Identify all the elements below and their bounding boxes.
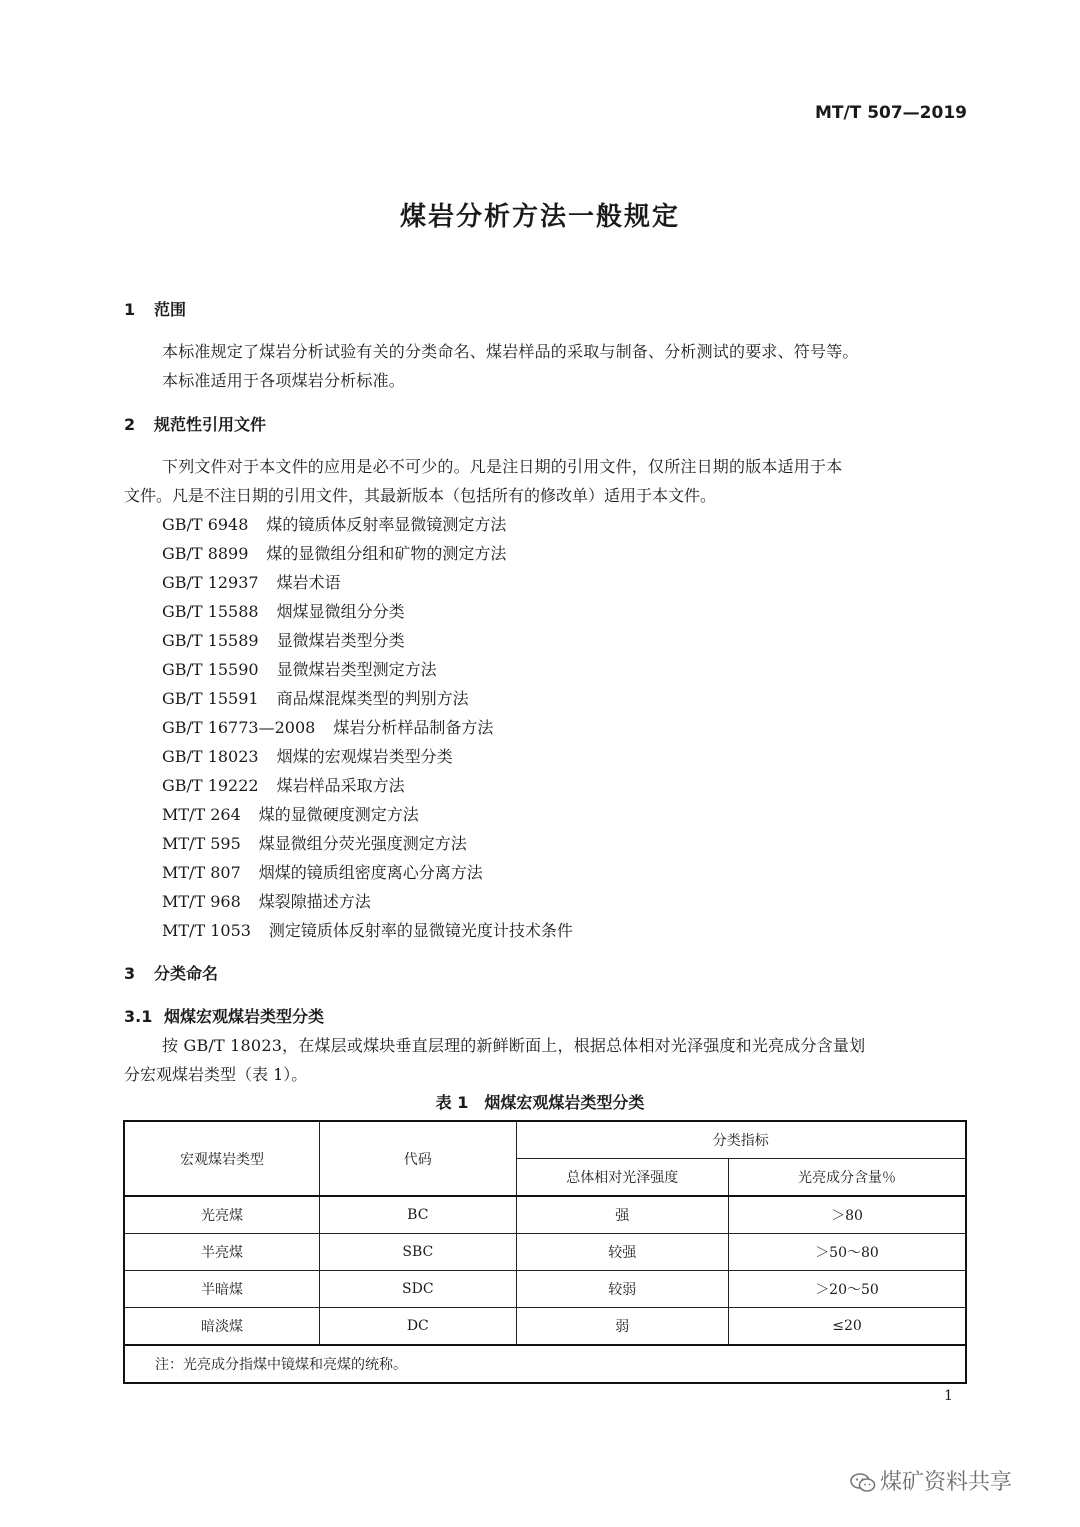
cell-type: 暗淡煤: [124, 1308, 320, 1346]
watermark-text: 煤矿资料共享: [880, 1470, 1013, 1495]
subsection-title: 烟煤宏观煤岩类型分类: [164, 1007, 325, 1026]
paragraph-line: 文件。凡是不注日期的引用文件，其最新版本（包括所有的修改单）适用于本文件。: [124, 486, 717, 505]
reference-item: [162, 831, 467, 854]
header-type: 宏观煤岩类型: [124, 1121, 320, 1196]
reference-title: 商品煤混煤类型的判别方法: [276, 689, 469, 708]
reference-code: GB/T 8899: [162, 544, 249, 563]
reference-code: MT/T 1053: [162, 921, 251, 940]
reference-title: 煤岩分析样品制备方法: [333, 718, 494, 737]
table-note: 注：光亮成分指煤中镜煤和亮煤的统称。: [124, 1345, 966, 1383]
paragraph-line: 按 GB/T 18023，在煤层或煤块垂直层理的新鲜断面上，根据总体相对光泽强度和光亮成分含量划: [162, 1036, 866, 1055]
subsection-3-1-heading: [124, 1004, 324, 1027]
paragraph-line: 分宏观煤岩类型（表 1）。: [124, 1065, 308, 1084]
reference-item: [162, 657, 437, 680]
cell-content: ＞80: [729, 1196, 966, 1234]
reference-item: [162, 860, 483, 883]
section-title: 规范性引用文件: [154, 415, 267, 434]
reference-code: MT/T 968: [162, 892, 241, 911]
section-1-heading: [124, 297, 186, 320]
cell-luster: 强: [516, 1196, 728, 1234]
reference-item: [162, 686, 469, 709]
reference-item: [162, 599, 405, 622]
cell-luster: 较弱: [516, 1271, 728, 1308]
reference-code: GB/T 19222: [162, 776, 259, 795]
cell-content: ＞50～80: [729, 1234, 966, 1271]
cell-type: 半暗煤: [124, 1271, 320, 1308]
cell-code: SDC: [320, 1271, 517, 1308]
reference-title: 煤的镜质体反射率显微镜测定方法: [266, 515, 507, 534]
reference-code: GB/T 6948: [162, 515, 249, 534]
reference-title: 煤显微组分荧光强度测定方法: [258, 834, 467, 853]
header-group: 分类指标: [516, 1121, 966, 1159]
subsection-number: 3.1: [124, 1007, 153, 1026]
reference-code: GB/T 18023: [162, 747, 259, 766]
section-title: 范围: [154, 300, 187, 319]
reference-item: [162, 802, 419, 825]
page-number: 1: [944, 1388, 953, 1404]
reference-code: GB/T 12937: [162, 573, 259, 592]
header-luster: 总体相对光泽强度: [516, 1159, 728, 1197]
section-number: 2: [124, 415, 136, 434]
section-3-heading: [124, 961, 218, 984]
document-title: 煤岩分析方法一般规定: [399, 202, 680, 232]
reference-item: [162, 628, 405, 651]
reference-title: 煤岩术语: [276, 573, 341, 592]
reference-title: 显微煤岩类型分类: [276, 631, 405, 650]
reference-item: [162, 570, 341, 593]
reference-title: 测定镜质体反射率的显微镜光度计技术条件: [268, 921, 573, 940]
paragraph: 本标准适用于各项煤岩分析标准。: [162, 371, 406, 390]
cell-luster: 弱: [516, 1308, 728, 1346]
cell-content: ＞20～50: [729, 1271, 966, 1308]
cell-type: 半亮煤: [124, 1234, 320, 1271]
table-row: [124, 1308, 966, 1346]
reference-item: [162, 773, 405, 796]
reference-code: MT/T 807: [162, 863, 241, 882]
reference-title: 烟煤的镜质组密度离心分离方法: [258, 863, 483, 882]
cell-code: DC: [320, 1308, 517, 1346]
header-content: 光亮成分含量％: [729, 1159, 966, 1197]
cell-code: BC: [320, 1196, 517, 1234]
reference-title: 煤的显微组分组和矿物的测定方法: [266, 544, 507, 563]
reference-title: 煤的显微硬度测定方法: [258, 805, 419, 824]
standard-number: MT/T 507—2019: [814, 103, 967, 123]
reference-code: GB/T 15590: [162, 660, 259, 679]
reference-code: GB/T 15588: [162, 602, 259, 621]
reference-title: 烟煤的宏观煤岩类型分类: [276, 747, 453, 766]
table-row: [124, 1234, 966, 1271]
cell-content: ≤20: [729, 1308, 966, 1346]
reference-title: 煤岩样品采取方法: [276, 776, 405, 795]
reference-item: [162, 744, 453, 767]
classification-table: [123, 1120, 967, 1384]
section-number: 3: [124, 964, 136, 983]
paragraph-line: 下列文件对于本文件的应用是必不可少的。凡是注日期的引用文件，仅所注日期的版本适用于本: [162, 457, 843, 476]
cell-luster: 较强: [516, 1234, 728, 1271]
reference-item: [162, 715, 493, 738]
reference-item: [162, 541, 506, 564]
reference-code: MT/T 595: [162, 834, 241, 853]
table-row: [124, 1271, 966, 1308]
reference-item: [162, 512, 506, 535]
table-row: [124, 1196, 966, 1234]
reference-title: 显微煤岩类型测定方法: [276, 660, 437, 679]
section-title: 分类命名: [154, 964, 219, 983]
cell-type: 光亮煤: [124, 1196, 320, 1234]
table-caption: 表 1 烟煤宏观煤岩类型分类: [435, 1093, 645, 1112]
section-2-heading: [124, 412, 266, 435]
reference-title: 烟煤显微组分分类: [276, 602, 405, 621]
wechat-icon: [850, 1473, 876, 1493]
paragraph: 本标准规定了煤岩分析试验有关的分类命名、煤岩样品的采取与制备、分析测试的要求、符号等。: [162, 342, 859, 361]
reference-code: MT/T 264: [162, 805, 241, 824]
reference-item: [162, 889, 371, 912]
section-number: 1: [124, 300, 136, 319]
cell-code: SBC: [320, 1234, 517, 1271]
reference-item: [162, 918, 573, 941]
reference-code: GB/T 16773—2008: [162, 718, 316, 737]
reference-title: 煤裂隙描述方法: [258, 892, 371, 911]
reference-code: GB/T 15591: [162, 689, 259, 708]
header-code: 代码: [320, 1121, 517, 1196]
reference-code: GB/T 15589: [162, 631, 259, 650]
watermark: [850, 1465, 1012, 1496]
